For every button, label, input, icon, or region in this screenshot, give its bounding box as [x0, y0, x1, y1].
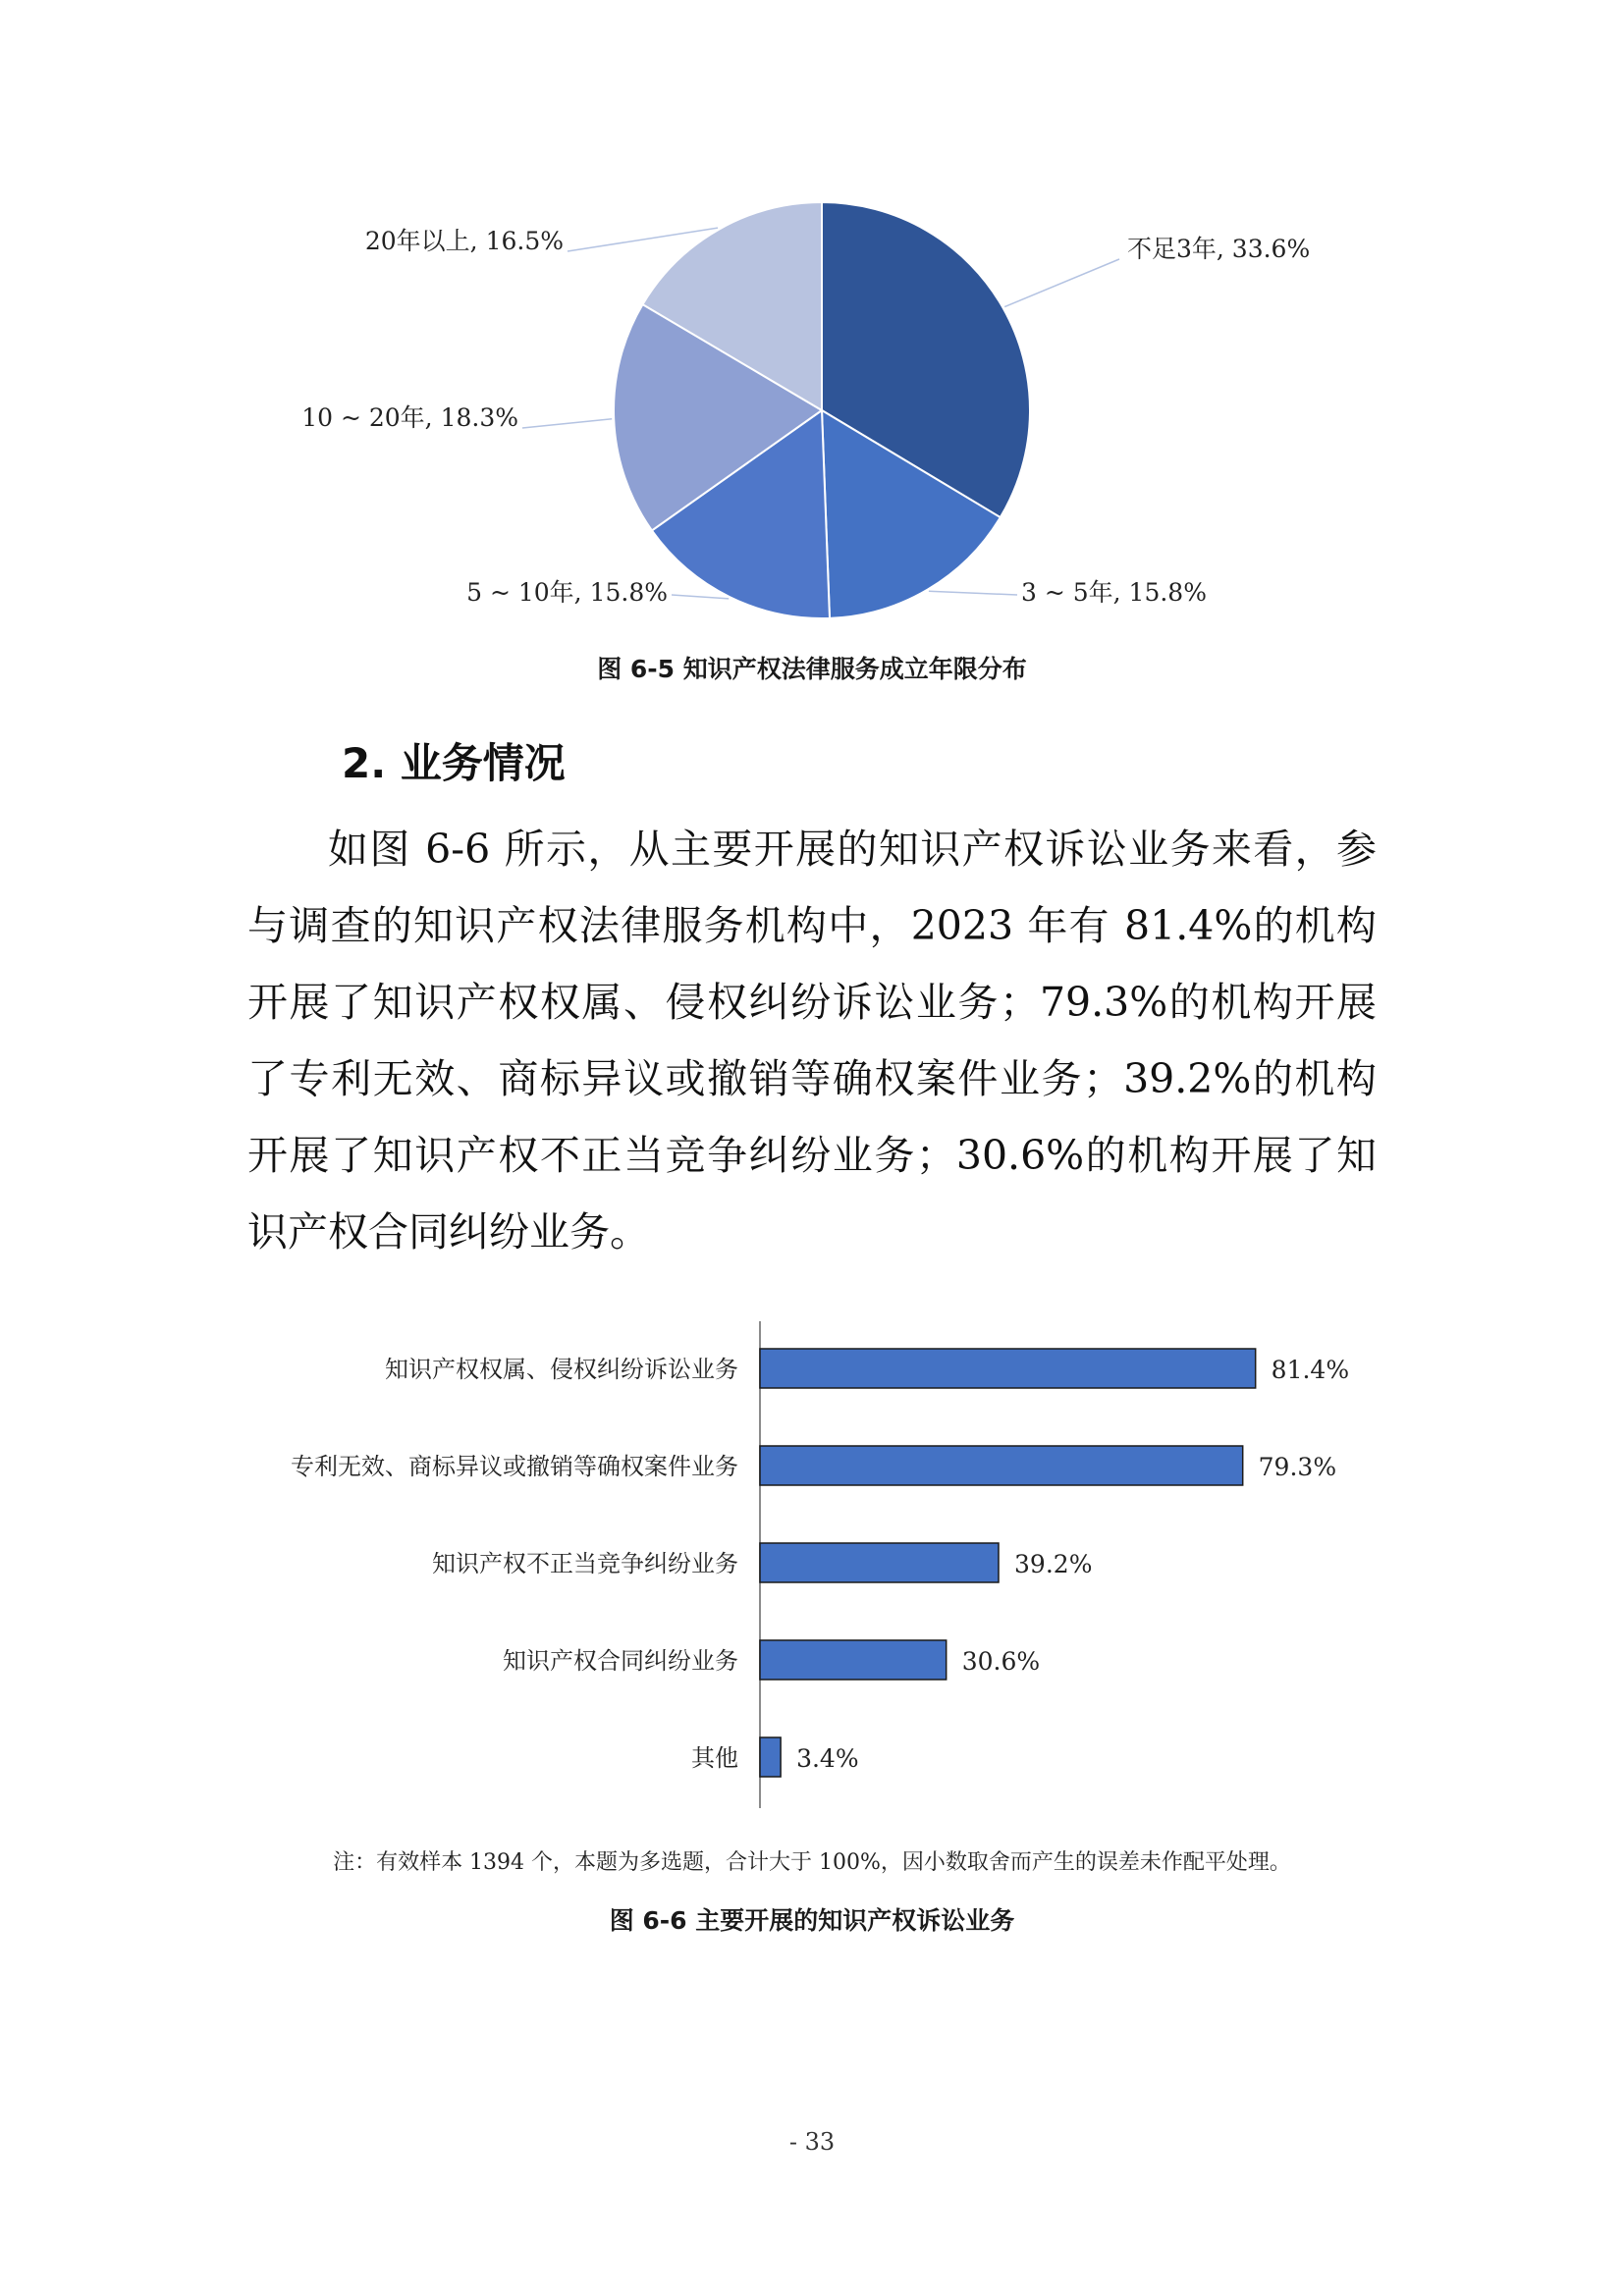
figure-6-6-caption: 图 6-6 主要开展的知识产权诉讼业务: [609, 1906, 1015, 1935]
bar-value-label: 39.2%: [1014, 1550, 1093, 1578]
bar-category-label: 知识产权权属、侵权纠纷诉讼业务: [385, 1356, 738, 1383]
pie-leader-line: [672, 595, 729, 599]
bar-value-label: 30.6%: [961, 1647, 1041, 1676]
pie-data-label: 20年以上, 16.5%: [364, 227, 564, 255]
bar: [760, 1349, 1256, 1388]
bar: [760, 1640, 947, 1680]
bar-category-label: 其他: [691, 1744, 738, 1772]
bar: [760, 1446, 1243, 1485]
pie-data-label: 不足3年, 33.6%: [1127, 235, 1311, 263]
body-paragraph: 如图 6-6 所示，从主要开展的知识产权诉讼业务来看，参与调查的知识产权法律服务机构中，2023 年有 81.4%的机构开展了知识产权权属、侵权纠纷诉讼业务；79.3%的机构开展了专利无效、商标异议或撤销等确权案件业务；39.2%的机构开展了知识产权不正当竞争纠纷业务；30.6%的机构开展了知识产权合同纠纷业务。: [247, 826, 1377, 1255]
pie-data-label: 5 ~ 10年, 15.8%: [466, 578, 668, 607]
figure-6-6-note: 注：有效样本 1394 个，本题为多选题，合计大于 100%，因小数取舍而产生的误差未作配平处理。: [333, 1850, 1291, 1875]
bar-category-label: 知识产权不正当竞争纠纷业务: [432, 1550, 738, 1577]
bar-value-label: 79.3%: [1258, 1453, 1337, 1481]
pie-chart: [0, 177, 1624, 648]
bar-value-label: 81.4%: [1271, 1356, 1350, 1384]
pie-data-label: 3 ~ 5年, 15.8%: [1021, 578, 1207, 607]
figure-6-5-caption: 图 6-5 知识产权法律服务成立年限分布: [597, 655, 1027, 683]
bar: [760, 1543, 999, 1582]
pie-data-label: 10 ~ 20年, 18.3%: [301, 403, 518, 432]
bar-chart: [0, 1306, 1624, 1816]
bar-category-label: 专利无效、商标异议或撤销等确权案件业务: [291, 1453, 738, 1480]
bar-value-label: 3.4%: [796, 1744, 859, 1773]
bar: [760, 1737, 781, 1777]
bar-category-label: 知识产权合同纠纷业务: [503, 1647, 738, 1675]
page-number: - 33: [788, 2128, 836, 2156]
pie-leader-line: [1004, 259, 1119, 307]
pie-leader-line: [522, 419, 612, 428]
pie-leader-line: [929, 591, 1017, 595]
section-heading: 2. 业务情况: [342, 739, 566, 787]
